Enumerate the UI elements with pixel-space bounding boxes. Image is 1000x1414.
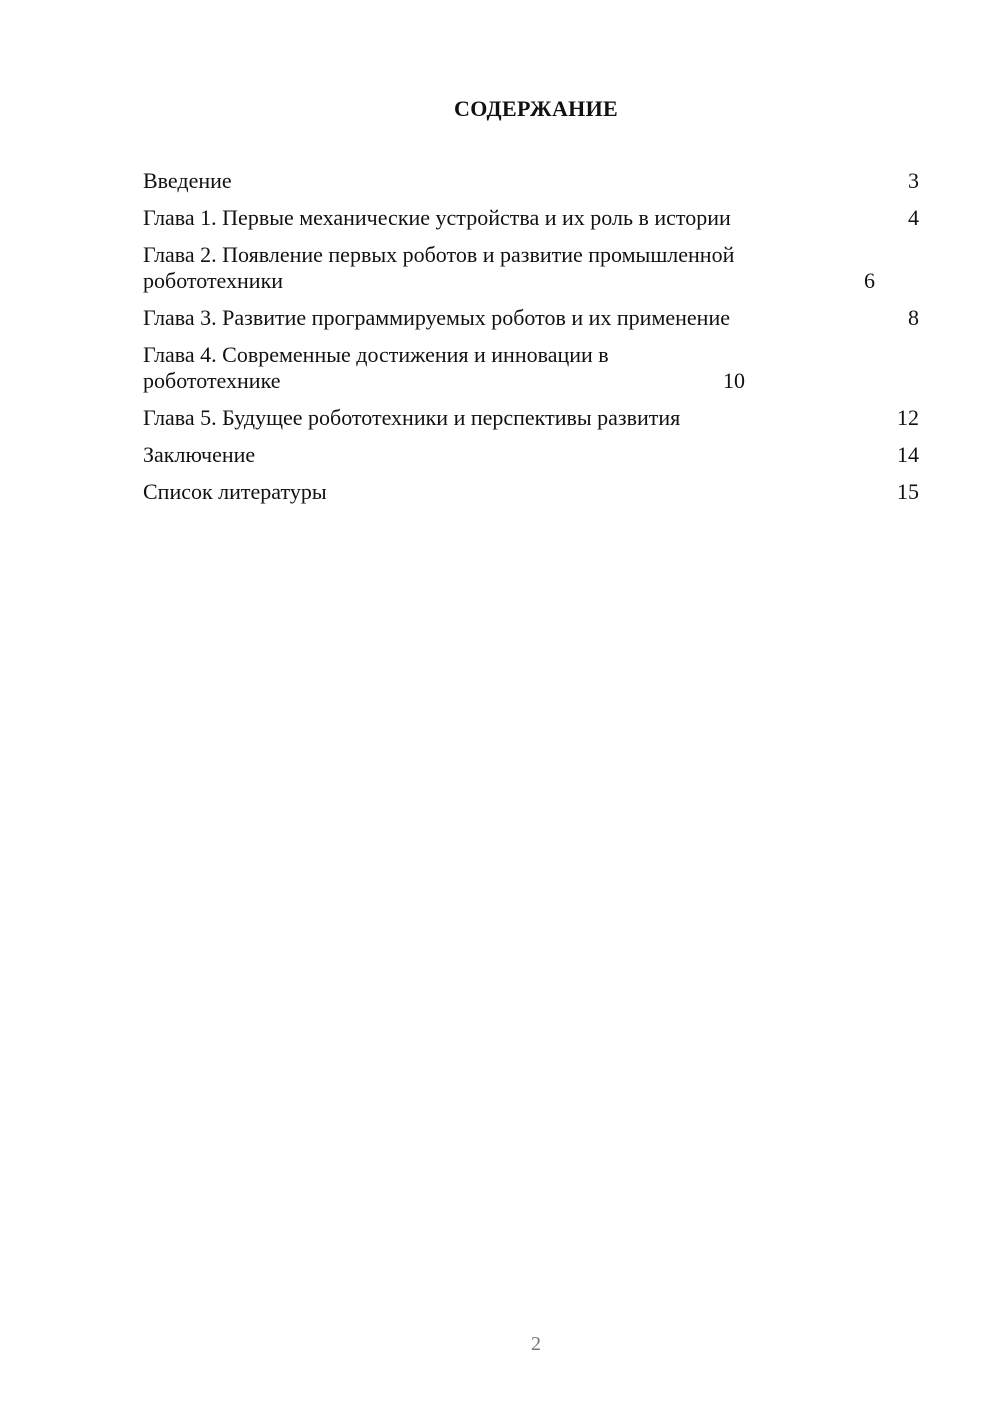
toc-entry-title: Список литературы (143, 479, 327, 504)
toc-entry-bibliography (143, 479, 919, 505)
toc-entry-page: 6 (864, 268, 875, 293)
table-of-contents (143, 168, 919, 516)
toc-entry-conclusion (143, 442, 919, 468)
toc-entry-page: 12 (897, 405, 919, 430)
toc-entry-title: Введение (143, 168, 232, 193)
toc-entry-title: Глава 4. Современные достижения и инновации в робототехнике (143, 342, 609, 393)
toc-entry-page: 4 (908, 205, 919, 230)
toc-entry-title: Заключение (143, 442, 256, 467)
toc-entry-chapter-2 (143, 242, 919, 294)
toc-entry-introduction (143, 168, 919, 194)
toc-entry-chapter-3 (143, 305, 919, 331)
toc-entry-title: Глава 3. Развитие программируемых роботов и их применение (143, 305, 730, 330)
toc-entry-page: 15 (897, 479, 919, 504)
toc-entry-title: Глава 5. Будущее робототехники и перспективы развития (143, 405, 681, 430)
toc-entry-page: 10 (723, 368, 745, 393)
toc-entry-page: 3 (908, 168, 919, 193)
toc-entry-page: 8 (908, 305, 919, 330)
page-number: 2 (531, 1333, 541, 1355)
toc-entry-page: 14 (897, 442, 919, 467)
toc-entry-title: Глава 2. Появление первых роботов и развитие промышленной робототехники (143, 242, 735, 293)
toc-entry-chapter-5 (143, 405, 919, 431)
toc-entry-chapter-1 (143, 205, 919, 231)
toc-heading: СОДЕРЖАНИЕ (454, 96, 618, 121)
toc-entry-title: Глава 1. Первые механические устройства и их роль в истории (143, 205, 731, 230)
toc-entry-chapter-4 (143, 342, 919, 394)
